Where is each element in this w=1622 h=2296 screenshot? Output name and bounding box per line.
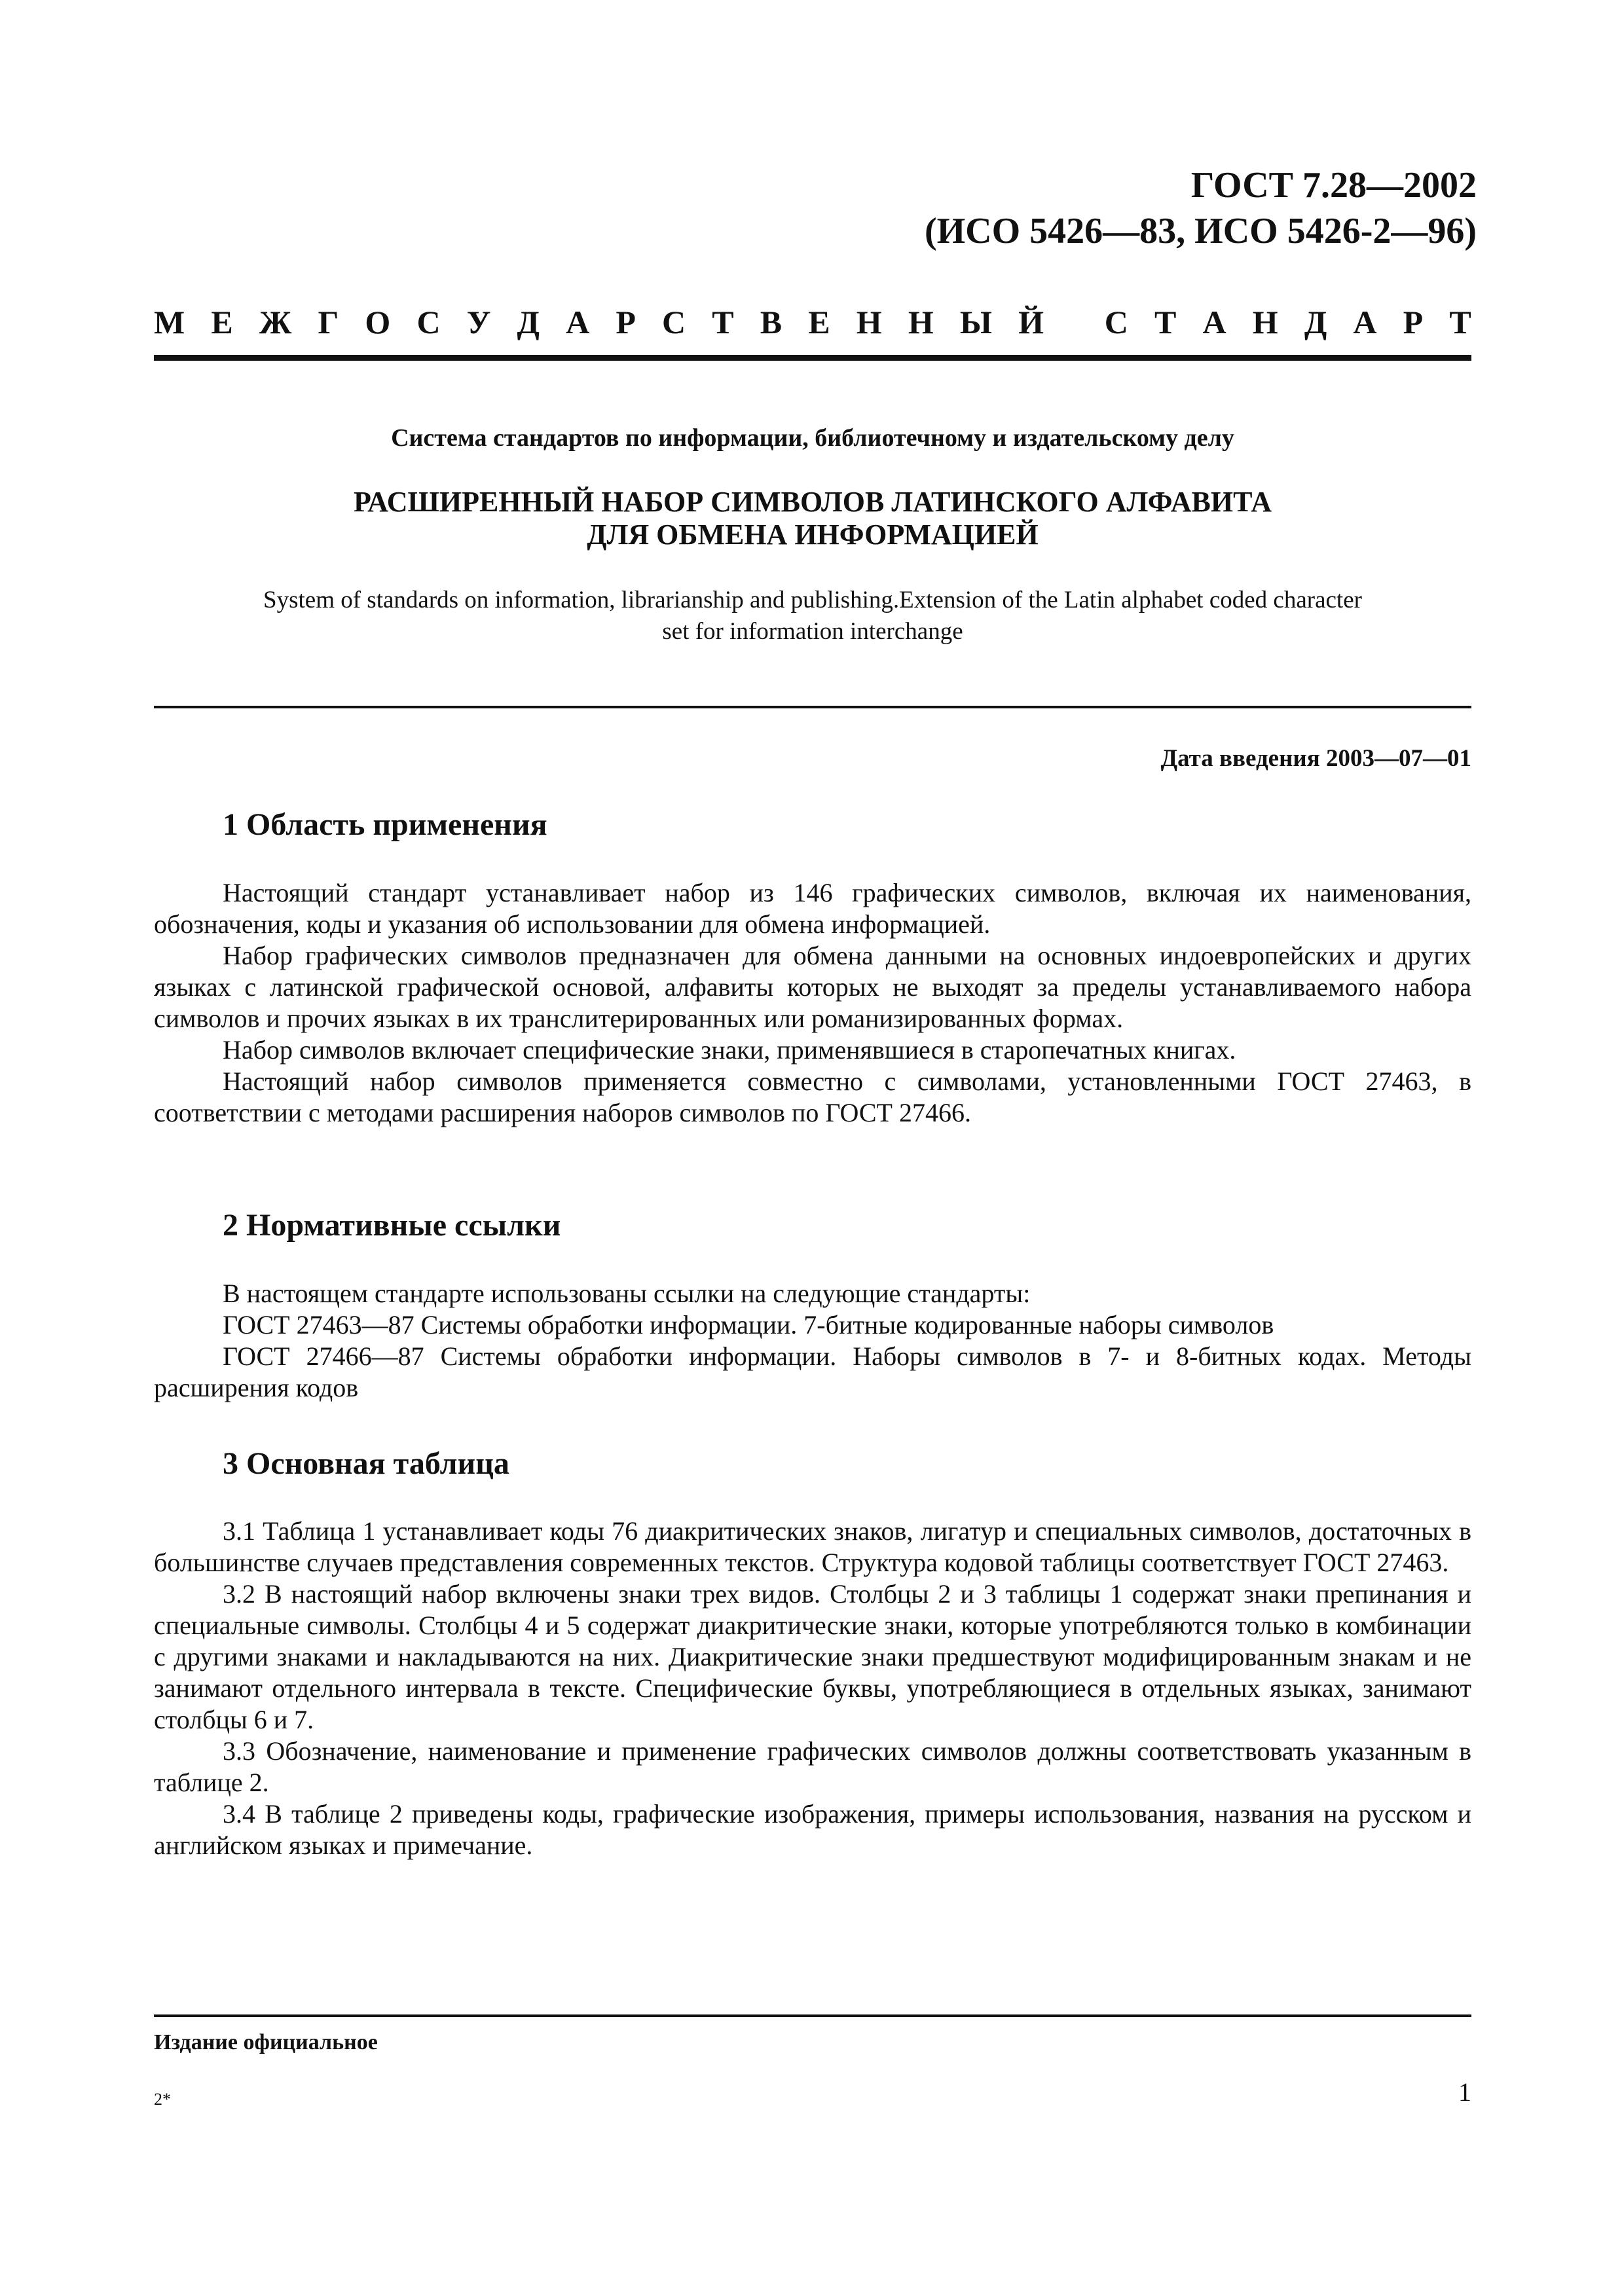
paragraph: Набор символов включает специфические знаки, применявшиеся в старопечатных книгах. (223, 1035, 1236, 1065)
english-title-line-1: System of standards on information, librarianship and publishing.Extension of the Latin alphabet coded character (263, 587, 1362, 613)
page-number: 1 (1458, 2077, 1471, 2107)
banner-letter: Д (517, 304, 540, 340)
banner-letter: Й (1018, 304, 1044, 340)
banner-letter: С (662, 304, 686, 340)
banner-letter: Ы (959, 304, 992, 340)
section-3-body (154, 1516, 1471, 1861)
banner-letter: Е (211, 304, 233, 340)
paragraph: 3.4 В таблице 2 приведены коды, графические изображения, примеры использования, названия на русском и английском языках и примечание. (154, 1799, 1471, 1860)
main-title (154, 486, 1471, 551)
footer-rule (154, 2014, 1471, 2017)
banner-letter: М (154, 304, 185, 340)
banner-letter: Р (1403, 304, 1424, 340)
banner-letter: А (1353, 304, 1377, 340)
section-2-heading: 2 Нормативные ссылки (223, 1208, 561, 1243)
banner-letter: Н (856, 304, 882, 340)
banner-letter: Е (808, 304, 830, 340)
banner-letter: Д (1304, 304, 1327, 340)
paragraph: 3.1 Таблица 1 устанавливает коды 76 диакритических знаков, лигатур и специальных символов, достаточных в большинстве случаев представления современных текстов. Структура кодовой таблицы соответствует ГОСТ 27463. (154, 1516, 1471, 1577)
banner-letter: Т (712, 304, 734, 340)
gost-number: ГОСТ 7.28—2002 (1190, 165, 1477, 206)
banner-letter: Г (318, 304, 339, 340)
banner-word-gap (1070, 302, 1078, 342)
gost-identifier (925, 162, 1477, 254)
banner-letter: Т (1449, 304, 1471, 340)
paragraph: Настоящий набор символов применяется совместно с символами, установленными ГОСТ 27463, в соответствии с методами расширения наборов символов по ГОСТ 27466. (154, 1066, 1471, 1127)
banner-letter: О (365, 304, 391, 340)
banner-letter: Т (1154, 304, 1177, 340)
iso-numbers: (ИСО 5426—83, ИСО 5426-2—96) (924, 211, 1477, 251)
banner-letter: С (1104, 304, 1128, 340)
banner-letter: У (466, 304, 491, 340)
paragraph: ГОСТ 27463—87 Системы обработки информации. 7-битные кодированные наборы символов (223, 1310, 1274, 1339)
banner-letter: А (566, 304, 590, 340)
paragraph: Набор графических символов предназначен для обмена данными на основных индоевропейских и других языках с латинской графической основой, алфавиты которых не выходят за пределы устанавливаемого набора символов и прочих языках в их транслитерированных или романизированных формах. (154, 941, 1471, 1033)
paragraph: В настоящем стандарте использованы ссылки на следующие стандарты: (223, 1279, 1031, 1308)
section-3-heading: 3 Основная таблица (223, 1446, 509, 1481)
banner-letter: А (1202, 304, 1226, 340)
banner-letter: С (416, 304, 441, 340)
signature-mark: 2* (154, 2090, 171, 2109)
section-1-heading: 1 Область применения (223, 807, 547, 842)
edition-label: Издание официальное (154, 2030, 378, 2054)
header-rule (154, 355, 1471, 361)
paragraph: ГОСТ 27466—87 Системы обработки информации. Наборы символов в 7- и 8-битных кодах. Методы расширения кодов (154, 1341, 1471, 1402)
section-2-body (154, 1278, 1471, 1404)
banner-letter: Н (908, 304, 934, 340)
paragraph: 3.2 В настоящий набор включены знаки трех видов. Столбцы 2 и 3 таблицы 1 содержат знаки препинания и специальные символы. Столбцы 4 и 5 содержат диакритические знаки, которые употребляются только в комбинации с другими знаками и накладываются на них. Диакритические знаки предшествуют модифицированным знакам и не занимают отдельного интервала в тексте. Специфические буквы, употребляющиеся в отдельных языках, занимают столбцы 6 и 7. (154, 1579, 1471, 1734)
introduction-date: Дата введения 2003—07—01 (1160, 745, 1471, 772)
english-title (154, 585, 1471, 647)
banner-letter: Ж (259, 304, 292, 340)
banner-letter: В (760, 304, 783, 340)
english-title-line-2: set for information interchange (662, 618, 963, 645)
paragraph: 3.3 Обозначение, наименование и применение графических символов должны соответствовать указанным в таблице 2. (154, 1736, 1471, 1797)
system-title: Система стандартов по информации, библиотечному и издательскому делу (391, 424, 1234, 452)
section-1-body (154, 877, 1471, 1129)
main-title-line-2: ДЛЯ ОБМЕНА ИНФОРМАЦИЕЙ (587, 519, 1039, 551)
interstate-standard-banner (154, 302, 1471, 342)
banner-letter: Н (1252, 304, 1278, 340)
paragraph: Настоящий стандарт устанавливает набор из 146 графических символов, включая их наименования, обозначения, коды и указания об использовании для обмена информацией. (154, 878, 1471, 939)
banner-letter: Р (616, 304, 636, 340)
main-title-line-1: РАСШИРЕННЫЙ НАБОР СИМВОЛОВ ЛАТИНСКОГО АЛФАВИТА (353, 486, 1272, 518)
title-rule (154, 706, 1471, 708)
